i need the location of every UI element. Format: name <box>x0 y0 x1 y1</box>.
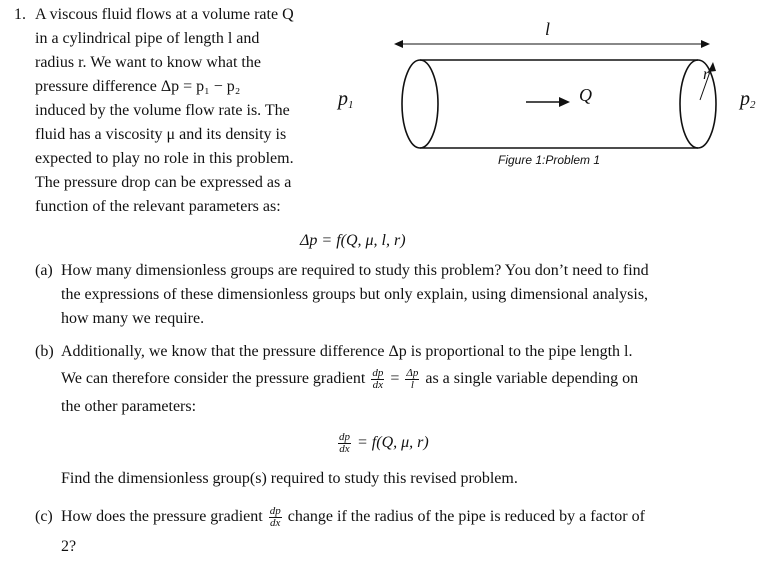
label-radius: r <box>703 66 710 83</box>
part-b-marker: (b) <box>35 343 54 360</box>
intro-line-3: radius r. We want to know what the <box>35 54 261 71</box>
intro-line-1: A viscous fluid flows at a volume rate Q <box>35 6 294 23</box>
intro-line-8: The pressure drop can be expressed as a <box>35 174 292 191</box>
pipe-figure <box>330 10 782 170</box>
part-c-line-2: 2? <box>61 538 77 555</box>
part-a-marker: (a) <box>35 262 53 279</box>
label-p1: $p_1$ <box>338 88 354 111</box>
part-b-line-1: Additionally, we know that the pressure difference Δp is proportional to the pipe length l. <box>61 343 633 360</box>
part-b-line-2-post: as a single variable depending on <box>425 370 639 388</box>
part-c-line-1-pre: How does the pressure gradient <box>61 508 263 526</box>
equation-rhs: = f(Q, μ, r) <box>357 434 429 452</box>
intro-line-5: induced by the volume flow rate is. The <box>35 102 290 119</box>
delta-p-over-l-fraction: $\frac{\Delta p}{l}$ <box>406 367 419 391</box>
intro-line-9: function of the relevant parameters as: <box>35 198 281 215</box>
intro-line-2: in a cylindrical pipe of length l and <box>35 30 260 47</box>
part-c-gradient-fraction: $\frac{dp}{dx}$ <box>269 505 281 529</box>
part-c-line-1 <box>61 506 645 529</box>
figure-caption: Figure 1:Problem 1 <box>498 153 601 167</box>
label-p2: $p_2$ <box>740 88 756 111</box>
main-equation: Δp = f(Q, μ, l, r) <box>300 232 406 249</box>
equals-sign: = <box>390 370 400 388</box>
part-c-line-1-post: change if the radius of the pipe is reduced by a factor of <box>287 508 645 526</box>
gradient-fraction: $\frac{dp}{dx}$ <box>372 367 384 391</box>
part-c-marker: (c) <box>35 508 53 525</box>
equation-gradient-fraction: $\frac{dp}{dx}$ <box>339 431 350 455</box>
part-a-line-1: How many dimensionless groups are required to study this problem? You don’t need to find <box>61 262 649 279</box>
intro-line-6: fluid has a viscosity μ and its density is <box>35 126 287 143</box>
part-a-line-3: how many we require. <box>61 310 205 327</box>
label-flow: Q <box>579 85 592 105</box>
intro-line-4: pressure difference Δp = p₁ − p₂ <box>35 78 241 95</box>
intro-line-7: expected to play no role in this problem. <box>35 150 294 167</box>
part-b-line-2 <box>61 368 638 391</box>
part-a-line-2: the expressions of these dimensionless groups but only explain, using dimensional analysis, <box>61 286 649 303</box>
part-b-line-4: Find the dimensionless group(s) required to study this revised problem. <box>61 470 518 487</box>
part-b-line-3: the other parameters: <box>61 398 197 415</box>
label-length: l <box>545 19 551 39</box>
part-b-equation <box>336 432 429 455</box>
problem-number: 1. <box>14 6 26 23</box>
part-b-line-2-pre: We can therefore consider the pressure gradient <box>61 370 366 388</box>
